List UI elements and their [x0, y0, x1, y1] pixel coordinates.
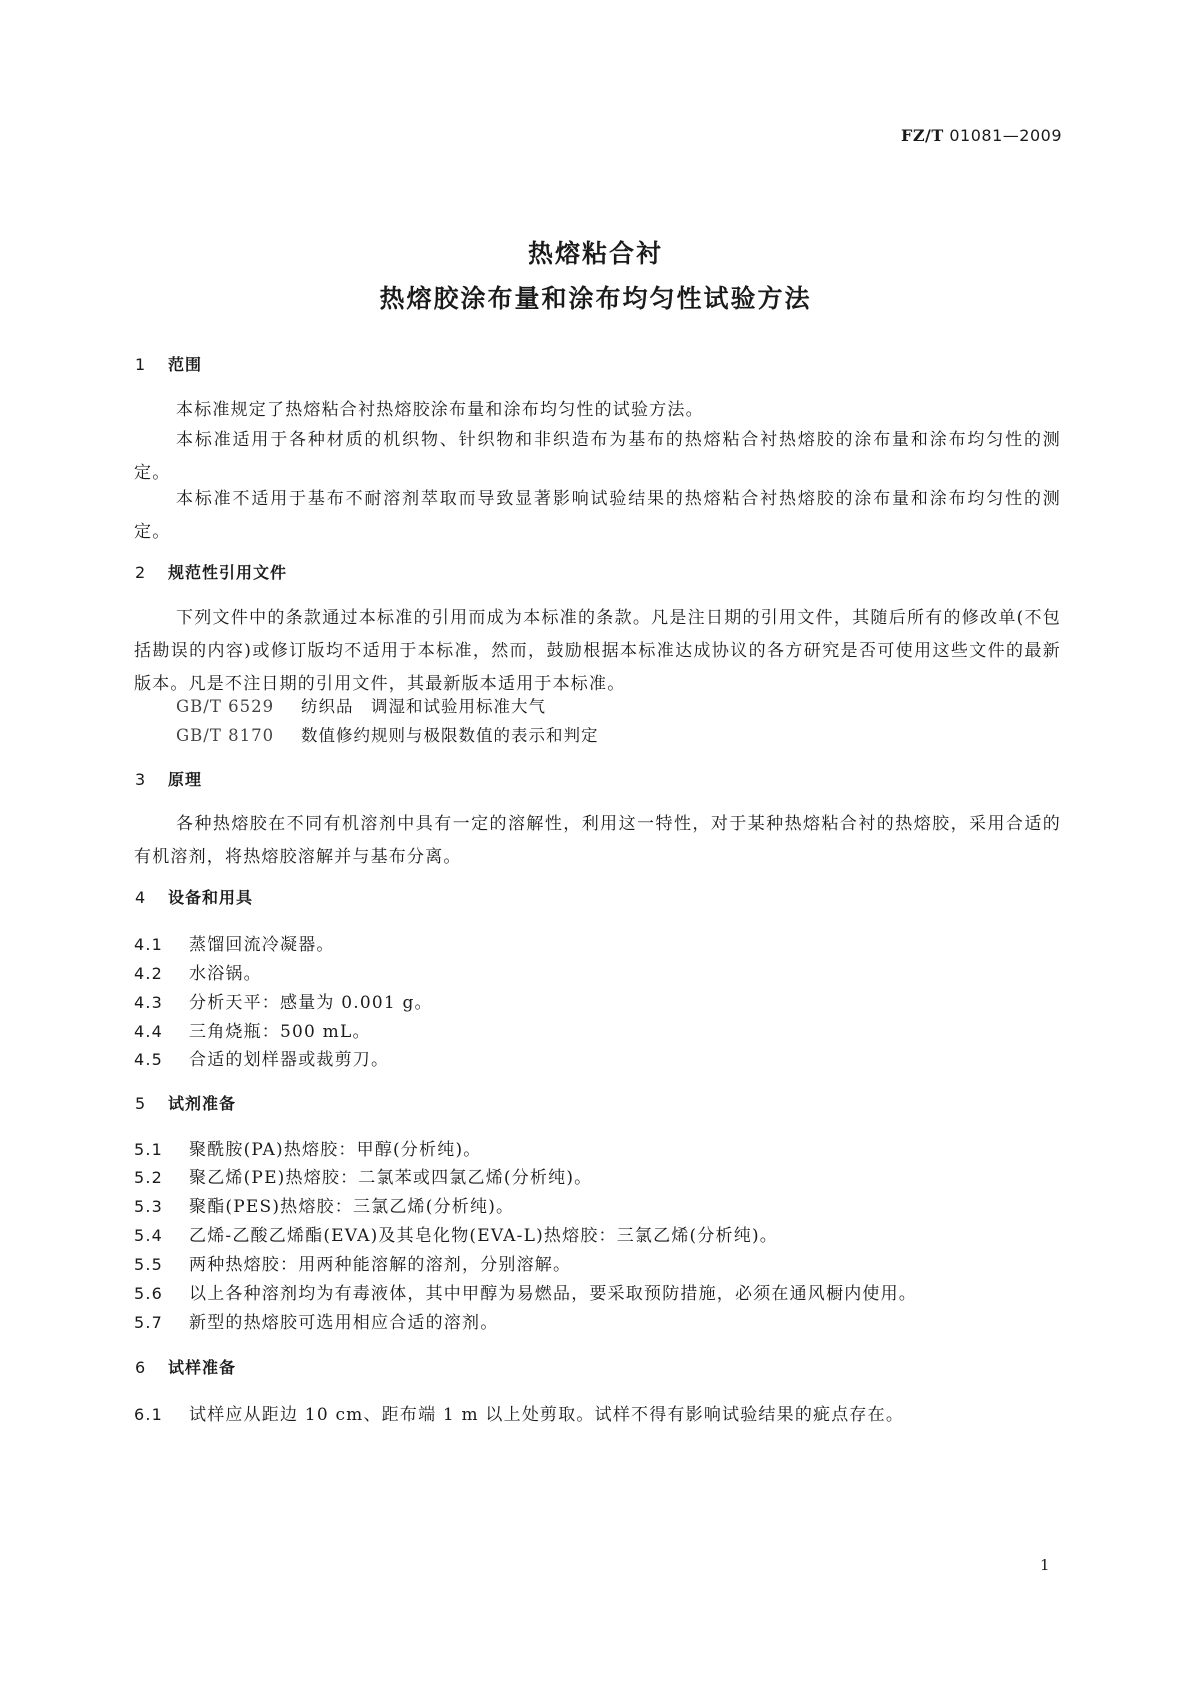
list-item: [134, 1135, 481, 1160]
item-number: 5.6: [134, 1284, 164, 1303]
item-text: 聚酯(PES)热熔胶：三氯乙烯(分析纯)。: [189, 1197, 515, 1217]
item-text: 新型的热熔胶可选用相应合适的溶剂。: [189, 1313, 499, 1333]
section-heading-scope: [135, 352, 202, 375]
item-text: 分析天平：感量为 0.001 g。: [189, 993, 433, 1013]
section-title: 范围: [168, 355, 203, 374]
list-item: [134, 1221, 778, 1246]
item-number: 4.5: [134, 1050, 164, 1069]
section-heading-principle: [135, 767, 202, 790]
list-item: [134, 1192, 514, 1217]
list-item: [134, 1400, 904, 1425]
item-number: 5.3: [134, 1197, 164, 1216]
item-text: 试样应从距边 10 cm、距布端 1 m 以上处剪取。试样不得有影响试验结果的疵点存在。: [189, 1405, 905, 1425]
list-item: [134, 1279, 917, 1304]
list-item: [134, 1045, 389, 1070]
section-number: 3: [135, 770, 147, 789]
principle-paragraph: 各种热熔胶在不同有机溶剂中具有一定的溶解性，利用这一特性，对于某种热熔粘合衬的热熔胶，采用合适的有机溶剂，将热熔胶溶解并与基布分离。: [134, 814, 1061, 867]
section-heading-normative-references: [135, 560, 287, 583]
section-number: 5: [135, 1094, 147, 1113]
item-number: 6.1: [134, 1405, 164, 1424]
list-item: [134, 1163, 592, 1188]
document-title-line-2: 热熔胶涂布量和涂布均匀性试验方法: [379, 284, 812, 313]
item-text: 乙烯-乙酸乙烯酯(EVA)及其皂化物(EVA-L)热熔胶：三氯乙烯(分析纯)。: [189, 1226, 778, 1246]
item-text: 聚酰胺(PA)热熔胶：甲醇(分析纯)。: [189, 1140, 482, 1160]
standard-code-prefix: FZ/T: [900, 126, 944, 145]
section-title: 规范性引用文件: [168, 563, 288, 582]
item-number: 5.4: [134, 1226, 164, 1245]
item-text: 三角烧瓶：500 mL。: [189, 1022, 371, 1042]
section-heading-apparatus: [135, 885, 253, 908]
reference-code: GB/T 6529: [176, 697, 275, 716]
item-number: 5.2: [134, 1168, 164, 1187]
item-number: 5.5: [134, 1255, 164, 1274]
section-title: 试剂准备: [168, 1094, 237, 1113]
item-number: 4.1: [134, 935, 164, 954]
reference-title: 纺织品 调湿和试验用标准大气: [301, 697, 546, 716]
section-number: 6: [135, 1358, 147, 1377]
document-title-line-1: 热熔粘合衬: [527, 239, 663, 268]
item-number: 4.2: [134, 964, 164, 983]
item-number: 5.1: [134, 1140, 164, 1159]
item-text: 聚乙烯(PE)热熔胶：二氯苯或四氯乙烯(分析纯)。: [189, 1168, 593, 1188]
scope-paragraph-2: 本标准适用于各种材质的机织物、针织物和非织造布为基布的热熔粘合衬热熔胶的涂布量和涂布均匀性的测定。: [134, 430, 1061, 483]
item-text: 蒸馏回流冷凝器。: [189, 935, 335, 955]
item-number: 5.7: [134, 1313, 164, 1332]
list-item: [134, 988, 433, 1013]
section-title: 设备和用具: [168, 888, 254, 907]
section-title: 试样准备: [168, 1358, 237, 1377]
section-number: 1: [135, 355, 147, 374]
reference-code: GB/T 8170: [176, 726, 275, 745]
item-text: 以上各种溶剂均为有毒液体，其中甲醇为易燃品，要采取预防措施，必须在通风橱内使用。: [189, 1284, 917, 1304]
section-heading-specimen-preparation: [135, 1355, 236, 1378]
list-item: [134, 1250, 571, 1275]
scope-paragraph-1: 本标准规定了热熔粘合衬热熔胶涂布量和涂布均匀性的试验方法。: [176, 400, 704, 420]
item-number: 4.4: [134, 1022, 164, 1041]
list-item: [134, 1017, 371, 1042]
standard-code: [780, 126, 1062, 145]
section-heading-reagents: [135, 1091, 236, 1114]
standard-code-number: 01081—2009: [949, 126, 1062, 145]
list-item: [134, 930, 335, 955]
reference-title: 数值修约规则与极限数值的表示和判定: [301, 726, 599, 745]
item-number: 4.3: [134, 993, 164, 1012]
section-number: 4: [135, 888, 147, 907]
reference-gbt-6529: [176, 693, 546, 717]
section-number: 2: [135, 563, 147, 582]
reference-gbt-8170: [176, 722, 599, 746]
item-text: 两种热熔胶：用两种能溶解的溶剂，分别溶解。: [189, 1255, 572, 1275]
item-text: 合适的划样器或裁剪刀。: [189, 1050, 390, 1070]
list-item: [134, 959, 262, 984]
item-text: 水浴锅。: [189, 964, 262, 984]
page-number: 1: [1040, 1556, 1050, 1574]
references-paragraph: 下列文件中的条款通过本标准的引用而成为本标准的条款。凡是注日期的引用文件，其随后所有的修改单(不包括勘误的内容)或修订版均不适用于本标准，然而，鼓励根据本标准达成协议的各方研究是否可使用这些文件的最新版本。凡是不注日期的引用文件，其最新版本适用于本标准。: [134, 608, 1061, 694]
list-item: [134, 1308, 498, 1333]
scope-paragraph-3: 本标准不适用于基布不耐溶剂萃取而导致显著影响试验结果的热熔粘合衬热熔胶的涂布量和涂布均匀性的测定。: [134, 489, 1061, 542]
section-title: 原理: [168, 770, 203, 789]
